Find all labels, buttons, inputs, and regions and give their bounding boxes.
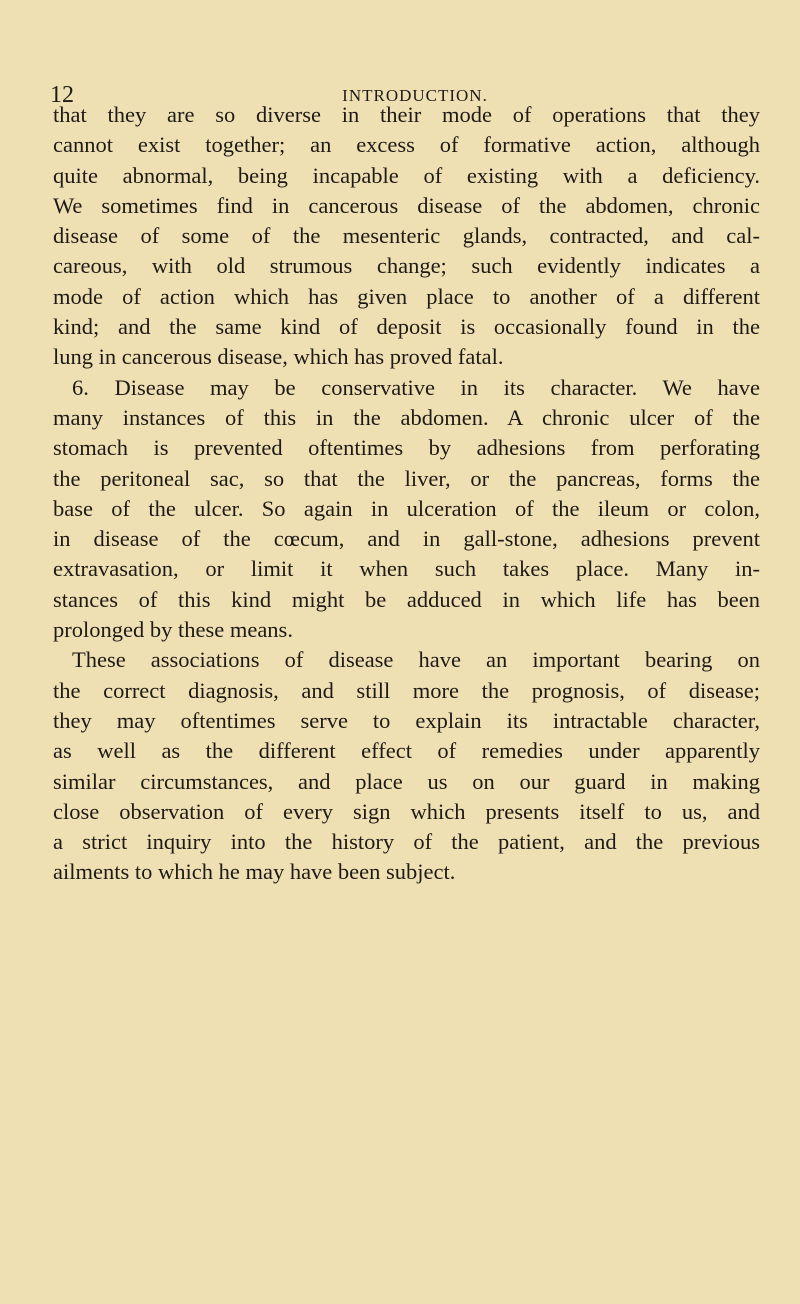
text-line: as well as the different effect of remedies under apparently: [53, 738, 760, 764]
text-line: cannot exist together; an excess of formative action, although: [53, 132, 760, 158]
text-line: the peritoneal sac, so that the liver, or the pancreas, forms the: [53, 465, 760, 491]
text-line: base of the ulcer. So again in ulceration of the ileum or colon,: [53, 495, 760, 521]
text-line: extravasation, or limit it when such takes place. Many in-: [53, 556, 760, 582]
text-line: ailments to which he may have been subject.: [53, 859, 456, 885]
text-line: in disease of the cœcum, and in gall-stone, adhesions prevent: [53, 526, 760, 552]
text-line: a strict inquiry into the history of the patient, and the previous: [53, 829, 760, 855]
body-text: [53, 100, 760, 888]
text-line: mode of action which has given place to another of a different: [53, 283, 760, 309]
text-line: prolonged by these means.: [53, 617, 293, 643]
text-line: they may oftentimes serve to explain its intractable character,: [53, 707, 760, 733]
text-line: careous, with old strumous change; such evidently indicates a: [53, 253, 760, 279]
page-number: 12: [50, 82, 74, 108]
text-line: close observation of every sign which presents itself to us, and: [53, 798, 760, 824]
text-line: We sometimes find in cancerous disease of the abdomen, chronic: [53, 192, 760, 218]
text-line: disease of some of the mesenteric glands, contracted, and cal-: [53, 223, 760, 249]
text-line: These associations of disease have an important bearing on: [72, 647, 760, 673]
text-line: 6. Disease may be conservative in its character. We have: [72, 374, 760, 400]
running-title: INTRODUCTION.: [342, 86, 488, 105]
text-line: lung in cancerous disease, which has proved fatal.: [53, 344, 504, 370]
text-line: that they are so diverse in their mode of operations that they: [53, 102, 760, 127]
text-line: kind; and the same kind of deposit is occasionally found in the: [53, 314, 760, 340]
text-line: many instances of this in the abdomen. A chronic ulcer of the: [53, 404, 760, 430]
text-line: stances of this kind might be adduced in which life has been: [53, 586, 760, 612]
text-line: the correct diagnosis, and still more the prognosis, of disease;: [53, 677, 760, 703]
text-line: stomach is prevented oftentimes by adhesions from perforating: [53, 435, 760, 461]
text-line: similar circumstances, and place us on our guard in making: [53, 768, 760, 794]
text-line: quite abnormal, being incapable of existing with a deficiency.: [53, 162, 760, 188]
